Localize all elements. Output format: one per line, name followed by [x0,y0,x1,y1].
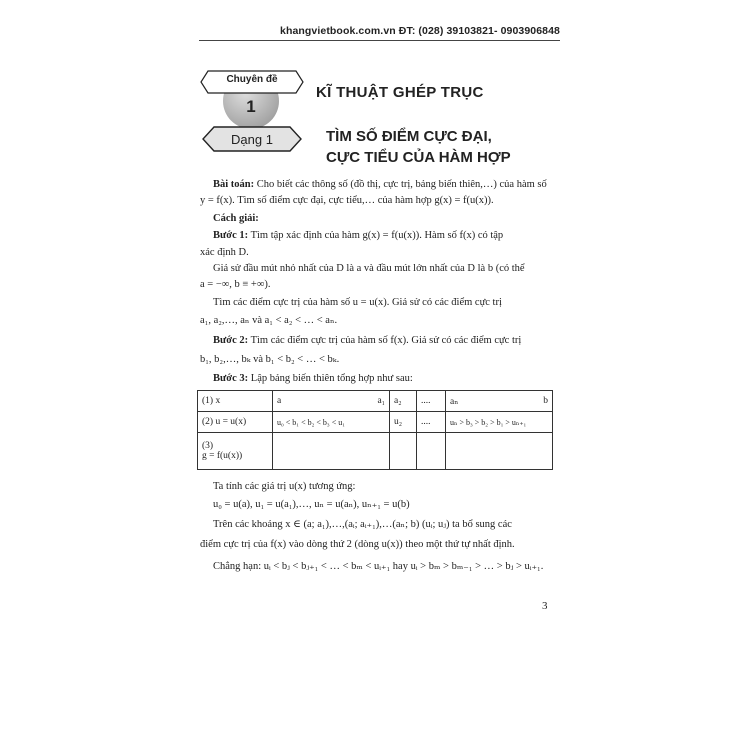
table-cell [273,391,390,412]
chapter-title: KĨ THUẬT GHÉP TRỤC [316,84,484,101]
table-cell-b: b [543,395,548,406]
compute-line: Ta tính các giá trị u(x) tương ứng: [213,481,356,492]
table-row [198,391,553,412]
table-cell: (1) x [198,391,273,412]
table-cell [198,433,273,470]
section-label: Dạng 1 [231,132,273,147]
table-cell [273,433,390,470]
assume-line1: Giả sử đầu mút nhỏ nhất của D là a và đầu mút lớn nhất của D là b (có thể [213,263,525,274]
table-cell-g: g = f(u(x)) [202,451,243,461]
step3-label: Bước 3: [213,373,249,384]
table-cell: (2) u = u(x) [198,412,273,433]
table-cell-3: (3) [202,441,214,451]
step1-line1 [213,229,503,243]
table-cell [417,433,446,470]
solution-heading [213,212,259,226]
interval-line2: điểm cực trị của f(x) vào dòng thứ 2 (dòng u(x)) theo một thứ tự nhất định. [200,539,515,550]
table-cell [446,433,553,470]
chapter-label: Chuyên đề [226,74,278,85]
table-cell-a: a [277,396,282,406]
variation-table [197,390,553,470]
table-cell-an: aₙ [450,396,459,407]
step3-line [213,372,413,386]
problem-line2: y = f(x). Tìm số điểm cực đại, cực tiểu,… của hàm hợp g(x) = f(u(x)). [200,195,494,206]
chapter-number: 1 [246,97,256,116]
table-row [198,433,553,470]
document-page [190,20,560,635]
table-cell-a1: a₁ [377,396,385,406]
section-title-line1: TÌM SỐ ĐIỂM CỰC ĐẠI, [326,128,492,145]
step2-line2: b₁, b₂,…, bₖ và b₁ < b₂ < … < bₖ. [200,354,340,365]
table-cell [446,391,553,412]
step2-label: Bước 2: [213,335,249,346]
step1-text1: Tìm tập xác định của hàm g(x) = f(u(x)). Hàm số f(x) có tập [248,230,504,241]
step1-label: Bước 1: [213,230,249,241]
assume-line2: a = −∞, b ≡ +∞). [200,279,271,290]
table-cell: u₂ [390,412,417,433]
step3-text: Lập bảng biến thiên tổng hợp như sau: [248,373,413,384]
problem-text1: Cho biết các thông số (đồ thị, cực trị, bảng biến thiên,…) của hàm số [254,179,547,190]
table-cell: .... [417,412,446,433]
table-cell: u₀ < b₁ < b₂ < b₃ < u₁ [273,412,390,433]
table-cell: .... [417,391,446,412]
page-header: khangvietbook.com.vn ĐT: (028) 39103821- 0903906848 [280,25,560,37]
problem-label: Bài toán: [213,179,255,190]
section-title [326,126,511,168]
step2-text1: Tìm các điểm cực trị của hàm số f(x). Giả sử có các điểm cực trị [248,335,522,346]
table-cell: a₂ [390,391,417,412]
find-line2: a₁, a₂,…, aₙ và a₁ < a₂ < … < aₙ. [200,315,338,326]
solution-label: Cách giải: [213,213,259,224]
step2-line1 [213,334,521,348]
table-cell [390,433,417,470]
page-number: 3 [542,600,548,612]
step1-line2: xác định D. [200,247,249,258]
interval-line1: Trên các khoảng x ∈ (a; a₁),…,(aᵢ; aᵢ₊₁),…(aₙ; b) (uᵢ; uⱼ) ta bổ sung các [213,519,512,530]
example-line: Chẳng hạn: uᵢ < bⱼ < bⱼ₊₁ < … < bₘ < uᵢ₊₁ hay uᵢ > bₘ > bₘ₋₁ > … > bⱼ > uᵢ₊₁. [213,561,544,572]
find-line1: Tìm các điểm cực trị của hàm số u = u(x). Giả sử có các điểm cực trị [213,297,502,308]
table-cell: uₙ > b₃ > b₂ > b₁ > uₙ₊₁ [446,412,553,433]
u-values-line: u₀ = u(a), u₁ = u(a₁),…, uₙ = u(aₙ), uₙ₊₁ = u(b) [213,499,410,510]
table-row [198,412,553,433]
header-rule [199,40,560,41]
section-title-line2: CỰC TIỂU CỦA HÀM HỢP [326,149,511,166]
problem-line1 [213,178,547,192]
